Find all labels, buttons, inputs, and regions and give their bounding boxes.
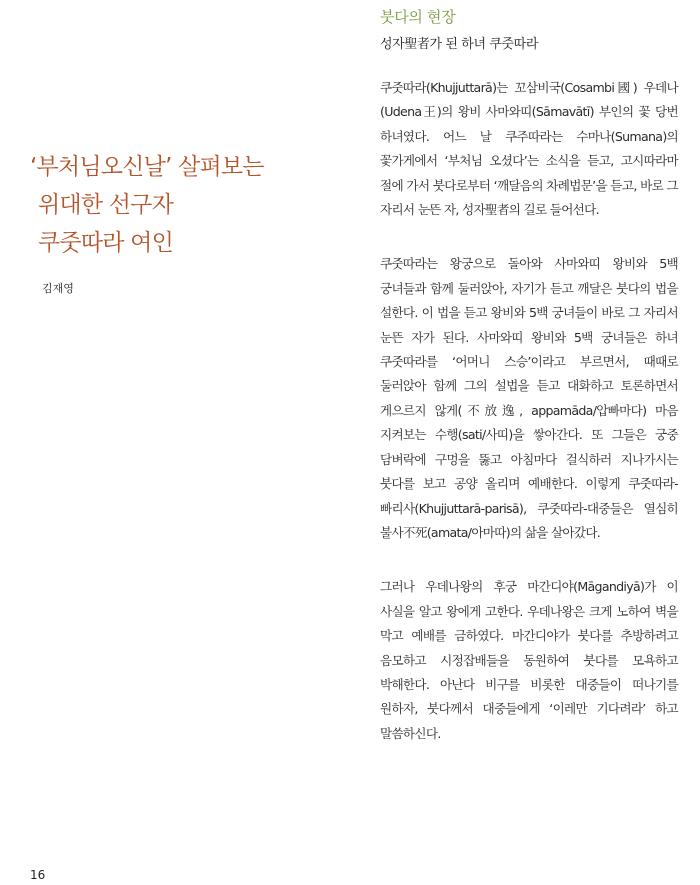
body-paragraph: 그러나 우데나왕의 후궁 마간디야(Māgandiyā)가 이 사실을 알고 왕에게 고한다. 우데나왕은 크게 노하여 벽을 막고 예배를 금하였다. 마간디야가 붓다를 추방하려고 음모하고 시정잡배들을 동원하여 붓다를 모욕하고 박해한다. 아난다 비구를 비롯한 대중들이 떠나기를 원하자, 붓다께서 대중들에게 ‘이레만 기다려라’ 하고 말씀하신다. bbox=[380, 579, 678, 741]
section-title: 붓다의 현장 bbox=[380, 8, 456, 26]
page-number: 16 bbox=[30, 868, 46, 882]
body-paragraph: 쿠줏따라는 왕궁으로 돌아와 사마와띠 왕비와 5백 궁녀들과 함께 둘러앉아, 자기가 듣고 깨달은 붓다의 법을 설한다. 이 법을 듣고 왕비와 5백 궁녀들이 바로 그 자리서 눈뜬 자가 된다. 사마와띠 왕비와 5백 궁녀들은 하녀 쿠줏따라를 ‘어머니 스승’이라고 부르면서, 때때로 둘러앉아 함께 그의 설법을 듣고 대화하고 토론하면서 게으르지 않게(不放逸, appamāda/압빠마다) 마음 지켜보는 수행(sati/사띠)을 쌓아간다. 또 그들은 궁중 담벼락에 구멍을 뚫고 아침마다 걸식하러 지나가시는 붓다를 보고 공양 올리며 예배한다. 이렇게 쿠줏따라-빠리사(Khujjuttarā-parisā), 쿠줏따라-대중들은 열심히 불사不死(amata/아마따)의 삶을 살아갔다. bbox=[380, 256, 678, 540]
article-headline bbox=[30, 148, 360, 262]
headline-line: ‘부처님오신날’ 살펴보는 bbox=[30, 154, 264, 180]
author-name: 김재영 bbox=[42, 282, 74, 295]
headline-line: 쿠줏따라 여인 bbox=[38, 230, 174, 256]
section-subtitle: 성자聖者가 된 하녀 쿠줏따라 bbox=[380, 37, 538, 52]
article-body bbox=[380, 76, 678, 776]
body-paragraph: 쿠줏따라(Khujjuttarā)는 꼬삼비국(Cosambi國) 우데나(Udena王)의 왕비 사마와띠(Sāmavātī) 부인의 꽃 당번 하녀였다. 어느 날 쿠주따라는 수마나(Sumana)의 꽃가게에서 ‘부처님 오셨다’는 소식을 듣고, 고시따라마 절에 가서 붓다로부터 ‘깨달음의 차례법문’을 듣고, 바로 그 자리서 눈뜬 자, 성자聖者의 길로 들어선다. bbox=[380, 80, 678, 218]
headline-line: 위대한 선구자 bbox=[38, 192, 174, 218]
